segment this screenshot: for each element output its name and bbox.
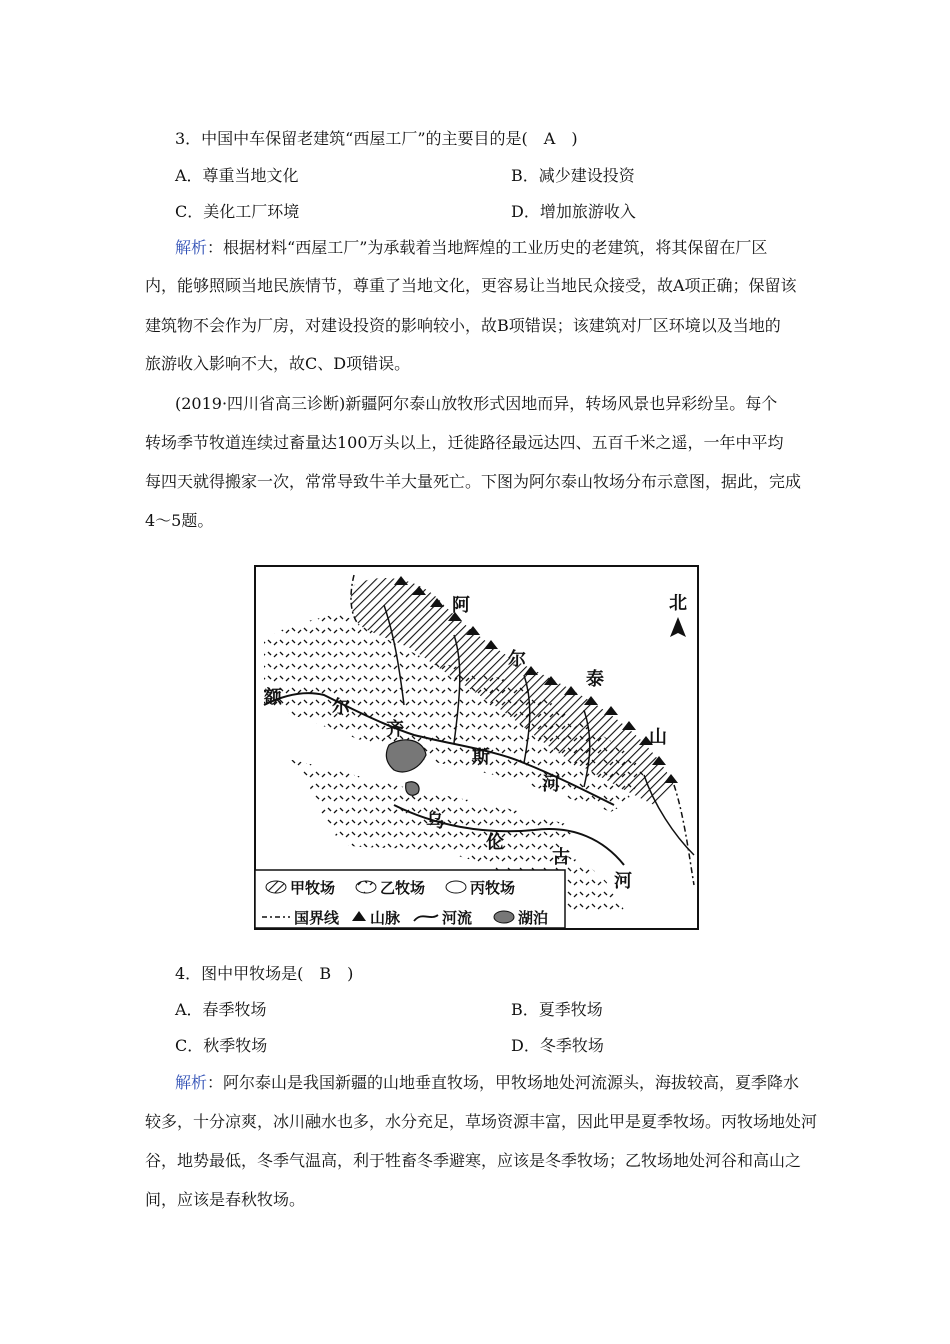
q3-option-d: D．增加旅游收入 <box>511 202 636 221</box>
q3-option-b: B．减少建设投资 <box>511 166 635 185</box>
q4-option-a: A．春季牧场 <box>175 1000 267 1019</box>
label-he1: 河 <box>542 774 560 795</box>
passage-line-3: 每四天就得搬家一次，常常导致牛羊大量死亡。下图为阿尔泰山牧场分布示意图，据此，完成 <box>145 472 802 491</box>
label-er1: 尔 <box>508 649 526 670</box>
label-he2: 河 <box>614 871 632 892</box>
legend-lake: 湖泊 <box>518 909 549 927</box>
label-a: 阿 <box>452 595 470 616</box>
label-lun: 伦 <box>486 832 504 853</box>
label-wu: 乌 <box>426 811 444 832</box>
q3-stem: 3．中国中车保留老建筑“西屋工厂”的主要目的是( A ) <box>175 129 578 148</box>
q4-stem: 4．图中甲牧场是( B ) <box>175 964 354 983</box>
label-qi: 齐 <box>386 719 404 740</box>
q3-analysis-line-4: 旅游收入影响不大，故C、D项错误。 <box>145 354 411 373</box>
label-e: 额 <box>264 687 282 708</box>
legend-jia: 甲牧场 <box>290 879 336 897</box>
q4-option-d: D．冬季牧场 <box>511 1036 604 1055</box>
q3-analysis-line-2: 内，能够照顾当地民族情节，尊重了当地文化，更容易让当地民众接受，故A项正确；保留该 <box>145 276 797 295</box>
q4-analysis-label: 解析 <box>175 1073 208 1092</box>
q4-analysis-line-4: 间，应该是春秋牧场。 <box>145 1190 306 1209</box>
q4-option-c: C．秋季牧场 <box>175 1036 268 1055</box>
label-gu: 古 <box>552 847 570 868</box>
label-er2: 尔 <box>332 697 350 718</box>
north-label: 北 <box>669 593 687 614</box>
label-tai: 泰 <box>586 669 604 690</box>
label-shan: 山 <box>649 727 667 748</box>
legend-yi: 乙牧场 <box>380 879 426 897</box>
q3-option-a: A．尊重当地文化 <box>175 166 299 185</box>
jili-lake <box>406 782 419 796</box>
legend-river: 河流 <box>442 909 473 927</box>
legend-mountain: 山脉 <box>370 909 401 927</box>
q3-option-c: C．美化工厂环境 <box>175 202 300 221</box>
legend-bing: 丙牧场 <box>470 879 516 897</box>
q3-analysis-line-1 <box>175 235 767 258</box>
legend-border: 国界线 <box>294 909 340 927</box>
passage-line-1: (2019·四川省高三诊断)新疆阿尔泰山放牧形式因地而异，转场风景也异彩纷呈。每个 <box>175 394 778 413</box>
altai-pasture-map <box>254 565 699 930</box>
q4-analysis-text-1: ：阿尔泰山是我国新疆的山地垂直牧场，甲牧场地处河流源头，海拔较高，夏季降水 <box>207 1073 800 1092</box>
q4-analysis-line-1 <box>175 1070 799 1093</box>
q4-analysis-line-2: 较多，十分凉爽，冰川融水也多，水分充足，草场资源丰富，因此甲是夏季牧场。丙牧场地处河 <box>145 1112 818 1131</box>
q3-analysis-text-1: ：根据材料“西屋工厂”为承载着当地辉煌的工业历史的老建筑，将其保留在厂区 <box>207 238 768 257</box>
q3-analysis-line-3: 建筑物不会作为厂房，对建设投资的影响较小，故B项错误；该建筑对厂区环境以及当地的 <box>145 316 781 335</box>
q4-analysis-line-3: 谷，地势最低，冬季气温高，利于牲畜冬季避寒，应该是冬季牧场；乙牧场地处河谷和高山之 <box>145 1151 802 1170</box>
passage-line-2: 转场季节牧道连续过畜量达100万头以上，迁徙路径最远达四、五百千米之遥，一年中平均 <box>145 433 784 452</box>
label-si: 斯 <box>472 747 490 768</box>
q3-analysis-label: 解析 <box>175 238 208 257</box>
q4-option-b: B．夏季牧场 <box>511 1000 603 1019</box>
passage-line-4: 4～5题。 <box>145 511 214 530</box>
legend <box>255 870 565 928</box>
